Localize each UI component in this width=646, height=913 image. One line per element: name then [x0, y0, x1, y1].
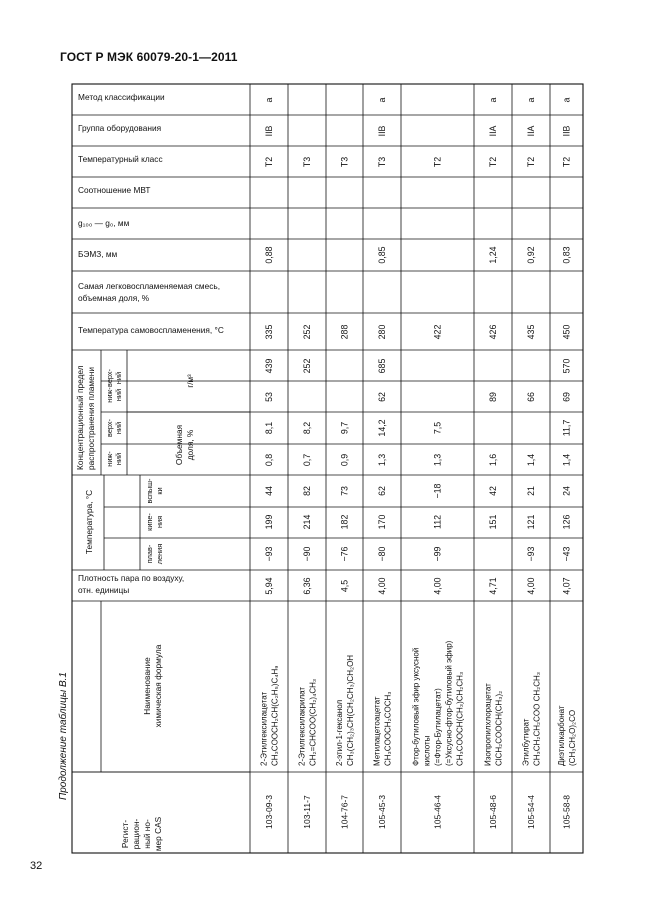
cell-boil: 170 — [377, 514, 387, 530]
cell-melt: −90 — [302, 546, 312, 562]
label-lower-vol-1: ниж- — [105, 451, 114, 467]
cell-autoign: 252 — [302, 324, 312, 340]
page-header: ГОСТ Р МЭК 60079-20-1—2011 — [60, 50, 238, 64]
cell-substance-name: (=Фтор-Бутилацетат) — [433, 688, 443, 766]
cell-substance-name: (=Уксусно-фтор-бутиловый эфир) — [444, 640, 454, 766]
cell-substance-name: Изопропилхлорацетат — [483, 683, 493, 766]
cell-vol_low: 1,3 — [432, 453, 443, 467]
cell-substance-name: (CH₃CH₂O)₂CO — [568, 709, 577, 766]
cell-autoign: 335 — [264, 324, 274, 340]
label-lower-vol-2: ний — [114, 452, 123, 466]
cell-tclass: T2 — [561, 156, 572, 168]
cell-boil: 126 — [561, 514, 572, 530]
cell-autoign: 435 — [526, 324, 536, 340]
cell-density: 6,36 — [302, 577, 312, 595]
cell-bemz: 0,88 — [264, 246, 274, 264]
cell-boil: 112 — [432, 514, 443, 530]
label-cas-3: ный но- — [142, 819, 152, 849]
row-label-temp-class: Температурный класс — [78, 154, 163, 164]
cell-substance-name: Фтор-бутиловый эфир уксусной — [411, 647, 421, 766]
row-label-vapor-density-2: отн. единицы — [78, 585, 130, 595]
label-vol-share-1: Объемная — [174, 424, 184, 466]
cell-method: a — [377, 97, 387, 103]
cell-density: 4,5 — [339, 579, 350, 593]
cell-melt: −80 — [377, 546, 387, 562]
label-upper-gm3-1: верх- — [105, 369, 114, 387]
cell-substance-name: 2-этил-1-гексанол — [335, 699, 344, 766]
cell-cas-number: 105-45-3 — [377, 794, 387, 830]
label-upper-gm3-2: ний — [114, 371, 123, 385]
label-boil-1: кипе- — [145, 513, 154, 531]
cell-vol_low: 0,9 — [339, 453, 350, 467]
cell-flash: 44 — [264, 486, 274, 496]
cell-density: 4,07 — [561, 577, 572, 595]
label-name-1: Наименование — [142, 657, 152, 715]
cell-bemz: 1,24 — [488, 246, 498, 264]
cell-substance-name: Этилбутират — [521, 718, 531, 766]
table-caption: Продолжение таблицы В.1 — [58, 672, 69, 800]
cell-tclass: T2 — [526, 156, 536, 168]
cell-tclass: T3 — [302, 156, 312, 168]
cell-bemz: 0,83 — [561, 246, 572, 264]
label-cas-2: рацион- — [131, 818, 141, 850]
cell-flash: −18 — [432, 483, 443, 499]
cell-density: 5,94 — [264, 577, 274, 595]
cell-melt: −93 — [526, 546, 536, 562]
cell-vol_low: 0,7 — [302, 453, 312, 467]
cell-flash: 73 — [339, 486, 350, 496]
cell-vol_up: 11,7 — [561, 419, 572, 437]
cell-substance-name: 2-Этилгексилацетат — [259, 691, 269, 766]
cell-vol_low: 0,8 — [264, 453, 274, 467]
cell-melt: −43 — [561, 546, 572, 562]
cell-substance-name: CH₃COOCH(CH₃)CH₂CH₃ — [455, 671, 465, 766]
label-boil-2: ния — [155, 515, 164, 529]
cell-cas-number: 105-58-8 — [561, 794, 572, 830]
cell-method: a — [561, 97, 572, 103]
cell-gm3_up: 685 — [377, 358, 387, 374]
cell-autoign: 422 — [432, 324, 443, 340]
row-label-method: Метод классификации — [78, 92, 165, 102]
cell-flash: 62 — [377, 486, 387, 496]
label-flash-2: ки — [155, 487, 164, 495]
cell-autoign: 426 — [488, 324, 498, 340]
cell-cas-number: 103-09-3 — [264, 794, 274, 830]
cell-group: IIB — [264, 125, 274, 137]
cell-gm3_low: 62 — [377, 392, 387, 402]
cell-gm3_up: 570 — [561, 358, 572, 374]
cell-substance-name: 2-Этилгексилакрилат — [297, 686, 307, 766]
row-label-bemz: БЭМЗ, мм — [78, 249, 118, 259]
label-temperature: Температура, °C — [84, 489, 94, 555]
cell-boil: 151 — [488, 514, 498, 530]
table-grid — [72, 84, 583, 853]
table-frame — [72, 84, 583, 853]
cell-group: IIB — [377, 125, 387, 137]
cell-cas-number: 104-76-7 — [339, 794, 350, 830]
cell-flash: 42 — [488, 486, 498, 496]
cell-vol_up: 14,2 — [377, 419, 387, 437]
label-conc-limit-1: Концентрационный предел — [75, 365, 85, 470]
cell-density: 4,71 — [488, 577, 498, 595]
label-cas-4: мер CAS — [153, 816, 163, 852]
cell-vol_up: 7,5 — [432, 421, 443, 435]
cell-melt: −99 — [432, 546, 443, 562]
cell-boil: 182 — [339, 514, 350, 530]
cell-cas-number: 105-48-6 — [488, 794, 498, 830]
cell-gm3_up: 252 — [302, 358, 312, 374]
cell-cas-number: 105-54-4 — [526, 794, 536, 830]
cell-boil: 199 — [264, 514, 274, 530]
cell-tclass: T2 — [488, 156, 498, 168]
label-melt-1: плав- — [145, 544, 154, 564]
cell-substance-name: CH₃(CH₂)₃CH(CH₂CH₃)CH₂OH — [346, 654, 355, 766]
table-data-cells — [260, 97, 578, 829]
cell-flash: 21 — [526, 486, 536, 496]
row-label-group: Группа оборудования — [78, 123, 162, 133]
label-upper-vol-2: ний — [114, 421, 123, 435]
cell-group: IIA — [526, 125, 536, 137]
cell-density: 4,00 — [432, 577, 443, 595]
label-name-2: химическая формула — [153, 644, 163, 728]
cell-vol_low: 1,6 — [488, 453, 498, 467]
cell-density: 4,00 — [377, 577, 387, 595]
cell-substance-name: CH₃COOCH₂COCH₃ — [383, 691, 393, 766]
cell-tclass: T2 — [432, 156, 443, 168]
cell-method: a — [488, 97, 498, 103]
cell-cas-number: 105-46-4 — [432, 794, 443, 830]
cell-tclass: T3 — [339, 156, 350, 168]
cell-vol_low: 1,4 — [561, 453, 572, 467]
cell-substance-name: Метилацетоацетат — [372, 696, 382, 766]
cell-autoign: 288 — [339, 324, 350, 340]
cell-autoign: 280 — [377, 324, 387, 340]
label-upper-vol-1: верх- — [105, 419, 114, 437]
cell-gm3_low: 69 — [561, 392, 572, 402]
cell-cas-number: 103-11-7 — [302, 795, 312, 829]
cell-group: IIA — [488, 125, 498, 137]
row-label-vapor-density-1: Плотность пара по воздуху, — [78, 573, 185, 583]
label-lower-gm3-1: ниж- — [105, 387, 114, 403]
row-label-easiest-mix-2: объемная доля, % — [78, 293, 150, 303]
row-label-g-diff: g₁₀₀ — g₀, мм — [78, 218, 130, 228]
cell-gm3_low: 89 — [488, 392, 498, 402]
cell-method: a — [264, 97, 274, 103]
cell-vol_low: 1,4 — [526, 453, 536, 467]
cell-autoign: 450 — [561, 324, 572, 340]
cell-bemz: 0,85 — [377, 246, 387, 264]
cell-vol_up: 8,1 — [264, 421, 274, 435]
cell-gm3_low: 66 — [526, 392, 536, 402]
cell-gm3_up: 439 — [264, 358, 274, 374]
cell-substance-name: CH₃COOCH₂CH(C₂H₅)C₄H₉ — [270, 665, 280, 766]
cell-vol_low: 1,3 — [377, 453, 387, 467]
cell-substance-name: кислоты — [422, 735, 432, 766]
cell-melt: −93 — [264, 546, 274, 562]
cell-tclass: T3 — [377, 156, 387, 168]
label-melt-2: ления — [155, 543, 164, 565]
cell-substance-name: Диэтилкарбонат — [557, 705, 566, 766]
label-conc-limit-2: распространения пламени — [86, 367, 96, 470]
cell-vol_up: 9,7 — [339, 421, 350, 435]
cell-tclass: T2 — [264, 156, 274, 168]
page-number: 32 — [30, 860, 43, 872]
row-label-mvt-ratio: Соотношение МВТ — [78, 185, 151, 195]
cell-vol_up: 8,2 — [302, 421, 312, 435]
cell-substance-name: CH₂=CHCOO(CH₂)₄CH₃ — [308, 678, 318, 766]
row-label-autoign: Температура самовоспламенения, °C — [78, 325, 224, 335]
cell-group: IIB — [561, 125, 572, 137]
row-label-easiest-mix-1: Самая легковоспламеняемая смесь, — [78, 281, 221, 291]
cell-gm3_low: 53 — [264, 392, 274, 402]
cell-bemz: 0,92 — [526, 246, 536, 264]
label-lower-gm3-2: ний — [114, 388, 123, 402]
cell-flash: 82 — [302, 486, 312, 496]
cell-density: 4,00 — [526, 577, 536, 595]
label-vol-share-2: доля, % — [185, 429, 195, 461]
label-g-m3: г/м³ — [186, 374, 195, 388]
cell-melt: −76 — [339, 546, 350, 562]
cell-substance-name: ClCH₂COOCH(CH₃)₂ — [494, 690, 504, 766]
cell-flash: 24 — [561, 486, 572, 496]
cell-boil: 121 — [526, 514, 536, 530]
label-cas-1: Регист- — [120, 819, 130, 849]
cell-substance-name: CH₃CH₂CH₂COO CH₂CH₃ — [532, 671, 542, 766]
cell-boil: 214 — [302, 514, 312, 530]
label-flash-1: вспыш- — [145, 478, 154, 504]
cell-method: a — [526, 97, 536, 103]
